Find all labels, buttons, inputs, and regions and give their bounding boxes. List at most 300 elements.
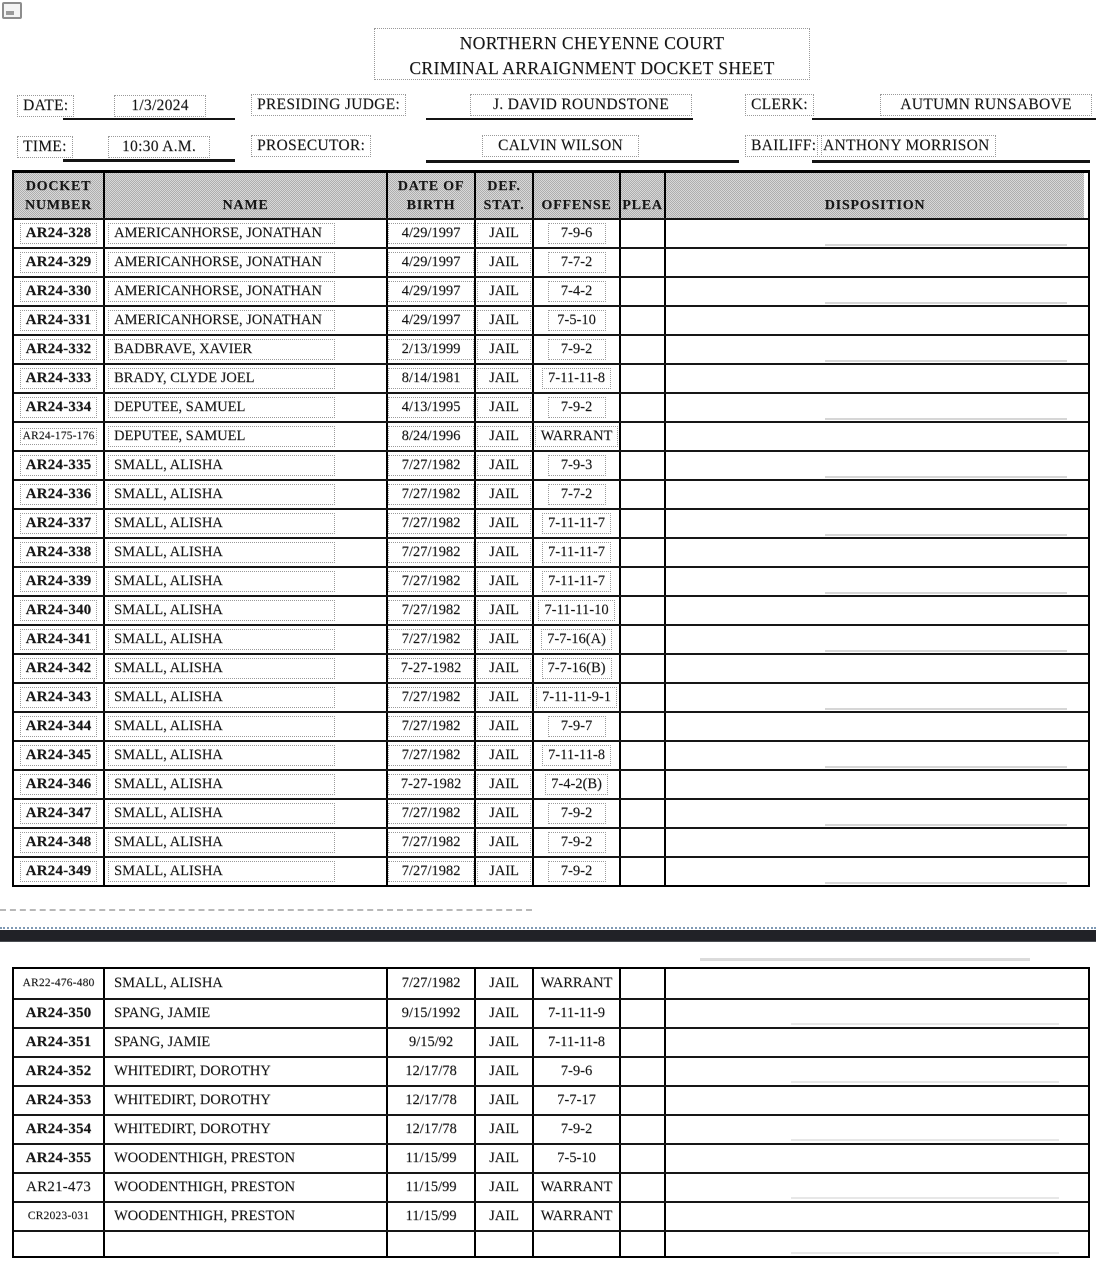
docket-text: AR24-331 bbox=[20, 310, 98, 332]
dob-text: 11/15/99 bbox=[405, 1208, 457, 1225]
disposition-cell bbox=[666, 249, 1084, 276]
disposition-cell bbox=[666, 1145, 1084, 1172]
docket-cell bbox=[14, 1029, 105, 1056]
table-row bbox=[14, 334, 1088, 363]
docket-cell bbox=[14, 684, 105, 711]
name-text: SMALL, ALISHA bbox=[108, 832, 335, 853]
name-text: SMALL, ALISHA bbox=[108, 484, 335, 505]
dob-cell bbox=[388, 394, 476, 421]
stat-text: JAIL bbox=[477, 397, 531, 418]
name-text: WHITEDIRT, DOROTHY bbox=[114, 1063, 271, 1080]
offense-cell bbox=[534, 1087, 621, 1114]
stat-text: JAIL bbox=[477, 252, 531, 273]
stat-cell bbox=[476, 684, 534, 711]
offense-text: 7-7-16(A) bbox=[541, 629, 612, 650]
docket-cell bbox=[14, 1145, 105, 1172]
offense-cell bbox=[534, 539, 621, 566]
column-header-text: DISPOSITION bbox=[824, 198, 926, 213]
table-row bbox=[14, 798, 1088, 827]
name-cell bbox=[105, 1203, 388, 1230]
plea-cell bbox=[621, 771, 666, 798]
docket-cell bbox=[14, 969, 105, 998]
docket-text: AR24-340 bbox=[20, 600, 98, 622]
offense-cell bbox=[534, 481, 621, 508]
offense-cell bbox=[534, 597, 621, 624]
plea-cell bbox=[621, 1000, 666, 1027]
prosecutor-label: PROSECUTOR: bbox=[251, 135, 371, 157]
offense-text: 7-9-2 bbox=[548, 339, 606, 360]
docket-text: AR24-343 bbox=[20, 687, 98, 709]
table-row bbox=[14, 392, 1088, 421]
offense-text: 7-9-2 bbox=[548, 832, 606, 853]
name-cell bbox=[105, 597, 388, 624]
docket-text: AR24-347 bbox=[20, 803, 98, 825]
dob-text: 12/17/78 bbox=[405, 1121, 457, 1138]
stat-cell bbox=[476, 336, 534, 363]
offense-cell bbox=[534, 858, 621, 885]
offense-text: 7-5-10 bbox=[548, 310, 606, 331]
dob-cell bbox=[388, 539, 476, 566]
stat-text: JAIL bbox=[489, 1005, 519, 1022]
name-text: SMALL, ALISHA bbox=[108, 687, 335, 708]
name-cell bbox=[105, 742, 388, 769]
docket-text: AR24-353 bbox=[25, 1091, 92, 1108]
dob-cell bbox=[388, 829, 476, 856]
dob-text: 9/15/1992 bbox=[401, 1005, 461, 1022]
docket-text: AR24-341 bbox=[20, 629, 98, 651]
plea-cell bbox=[621, 800, 666, 827]
dob-cell bbox=[388, 771, 476, 798]
table-body-page1 bbox=[14, 218, 1088, 885]
name-text: BADBRAVE, XAVIER bbox=[108, 339, 335, 360]
table-row bbox=[14, 218, 1088, 247]
column-header-stat bbox=[476, 173, 534, 218]
name-text: SPANG, JAMIE bbox=[114, 1034, 211, 1051]
offense-cell bbox=[534, 510, 621, 537]
dob-text: 7/27/1982 bbox=[388, 803, 474, 824]
stat-text: JAIL bbox=[477, 455, 531, 476]
clerk-label: CLERK: bbox=[745, 94, 814, 116]
disposition-cell bbox=[666, 684, 1084, 711]
column-header-offense bbox=[534, 173, 621, 218]
stat-text: JAIL bbox=[477, 832, 531, 853]
dob-cell bbox=[388, 452, 476, 479]
table-row bbox=[14, 1085, 1088, 1114]
stat-text: JAIL bbox=[489, 1150, 519, 1167]
dob-cell bbox=[388, 858, 476, 885]
name-cell bbox=[105, 394, 388, 421]
disposition-cell bbox=[666, 1232, 1084, 1256]
docket-cell bbox=[14, 1087, 105, 1114]
stat-cell bbox=[476, 1116, 534, 1143]
clerk-value: AUTUMN RUNSABOVE bbox=[880, 94, 1092, 116]
plea-cell bbox=[621, 1058, 666, 1085]
stat-cell bbox=[476, 969, 534, 998]
disposition-cell bbox=[666, 278, 1084, 305]
table-row bbox=[14, 508, 1088, 537]
name-text: SPANG, JAMIE bbox=[114, 1005, 211, 1022]
dob-text: 7/27/1982 bbox=[401, 975, 461, 992]
plea-cell bbox=[621, 626, 666, 653]
docket-text: AR24-355 bbox=[25, 1149, 92, 1166]
plea-cell bbox=[621, 1087, 666, 1114]
name-text: SMALL, ALISHA bbox=[108, 803, 335, 824]
docket-cell bbox=[14, 278, 105, 305]
offense-cell bbox=[534, 249, 621, 276]
bailiff-underline bbox=[812, 160, 1090, 163]
plea-cell bbox=[621, 684, 666, 711]
column-header-text: DOCKET bbox=[25, 179, 92, 194]
docket-text: AR24-339 bbox=[20, 571, 98, 593]
name-cell bbox=[105, 1232, 388, 1256]
table-row bbox=[14, 566, 1088, 595]
docket-text: AR21-473 bbox=[26, 1178, 91, 1195]
stat-text: JAIL bbox=[477, 861, 531, 882]
offense-cell bbox=[534, 742, 621, 769]
dob-cell bbox=[388, 1058, 476, 1085]
offense-cell bbox=[534, 1029, 621, 1056]
name-cell bbox=[105, 365, 388, 392]
offense-cell bbox=[534, 829, 621, 856]
disposition-cell bbox=[666, 1174, 1084, 1201]
name-text: SMALL, ALISHA bbox=[108, 542, 335, 563]
plea-cell bbox=[621, 568, 666, 595]
docket-cell bbox=[14, 1000, 105, 1027]
clerk-underline bbox=[812, 118, 1096, 120]
name-cell bbox=[105, 278, 388, 305]
offense-text: 7-7-16(B) bbox=[542, 658, 612, 679]
name-cell bbox=[105, 655, 388, 682]
table-row bbox=[14, 595, 1088, 624]
name-cell bbox=[105, 423, 388, 450]
dob-text: 7/27/1982 bbox=[388, 629, 474, 650]
docket-text: AR24-348 bbox=[20, 832, 98, 854]
stat-text: JAIL bbox=[477, 774, 531, 795]
dob-cell bbox=[388, 336, 476, 363]
dob-text: 7/27/1982 bbox=[388, 455, 474, 476]
column-header-text: DEF. bbox=[487, 179, 521, 194]
name-cell bbox=[105, 1058, 388, 1085]
name-text: WHITEDIRT, DOROTHY bbox=[114, 1121, 271, 1138]
dob-cell bbox=[388, 800, 476, 827]
table-row bbox=[14, 421, 1088, 450]
dob-text: 7/27/1982 bbox=[388, 571, 474, 592]
name-cell bbox=[105, 1029, 388, 1056]
dob-text: 7/27/1982 bbox=[388, 513, 474, 534]
name-text: SMALL, ALISHA bbox=[108, 513, 335, 534]
stat-cell bbox=[476, 597, 534, 624]
offense-text: 7-4-2 bbox=[548, 281, 606, 302]
name-text: AMERICANHORSE, JONATHAN bbox=[108, 223, 335, 244]
name-text: AMERICANHORSE, JONATHAN bbox=[108, 310, 335, 331]
dob-text: 4/29/1997 bbox=[388, 223, 474, 244]
dob-cell bbox=[388, 278, 476, 305]
plea-cell bbox=[621, 278, 666, 305]
docket-cell bbox=[14, 713, 105, 740]
column-header-text: DATE OF bbox=[397, 179, 465, 194]
docket-cell bbox=[14, 510, 105, 537]
name-text: SMALL, ALISHA bbox=[108, 629, 335, 650]
stat-cell bbox=[476, 481, 534, 508]
docket-table-page2 bbox=[12, 967, 1090, 1258]
plea-cell bbox=[621, 858, 666, 885]
title-line-2: CRIMINAL ARRAIGNMENT DOCKET SHEET bbox=[409, 58, 775, 78]
dob-cell bbox=[388, 1000, 476, 1027]
time-label: TIME: bbox=[17, 136, 73, 158]
name-text: SMALL, ALISHA bbox=[108, 571, 335, 592]
docket-cell bbox=[14, 394, 105, 421]
dob-text: 8/24/1996 bbox=[388, 426, 474, 447]
docket-cell bbox=[14, 307, 105, 334]
date-underline bbox=[63, 118, 235, 120]
column-header-dob bbox=[388, 173, 476, 218]
stat-text: JAIL bbox=[477, 310, 531, 331]
table-row bbox=[14, 1114, 1088, 1143]
offense-text: 7-9-2 bbox=[548, 803, 606, 824]
stat-text: JAIL bbox=[477, 542, 531, 563]
disposition-cell bbox=[666, 713, 1084, 740]
docket-cell bbox=[14, 1203, 105, 1230]
stat-text: JAIL bbox=[477, 629, 531, 650]
docket-text: AR24-329 bbox=[20, 252, 98, 274]
dob-text: 2/13/1999 bbox=[388, 339, 474, 360]
docket-cell bbox=[14, 800, 105, 827]
stat-cell bbox=[476, 742, 534, 769]
stat-cell bbox=[476, 423, 534, 450]
dob-cell bbox=[388, 1203, 476, 1230]
stat-text: JAIL bbox=[477, 745, 531, 766]
table-row bbox=[14, 1172, 1088, 1201]
disposition-cell bbox=[666, 394, 1084, 421]
name-text: AMERICANHORSE, JONATHAN bbox=[108, 281, 335, 302]
docket-cell bbox=[14, 1174, 105, 1201]
stat-cell bbox=[476, 771, 534, 798]
name-cell bbox=[105, 568, 388, 595]
table-row bbox=[14, 969, 1088, 998]
name-cell bbox=[105, 220, 388, 247]
table-row bbox=[14, 827, 1088, 856]
table-row bbox=[14, 624, 1088, 653]
docket-cell bbox=[14, 481, 105, 508]
stat-text: JAIL bbox=[477, 513, 531, 534]
dob-text: 7/27/1982 bbox=[388, 716, 474, 737]
docket-cell bbox=[14, 220, 105, 247]
stat-text: JAIL bbox=[477, 339, 531, 360]
dob-cell bbox=[388, 626, 476, 653]
name-cell bbox=[105, 539, 388, 566]
stat-text: JAIL bbox=[477, 687, 531, 708]
offense-text: 7-9-7 bbox=[548, 716, 606, 737]
name-text: SMALL, ALISHA bbox=[108, 658, 335, 679]
offense-text: 7-9-6 bbox=[548, 223, 606, 244]
stat-cell bbox=[476, 568, 534, 595]
date-label: DATE: bbox=[17, 95, 74, 117]
table-row bbox=[14, 682, 1088, 711]
dob-cell bbox=[388, 568, 476, 595]
plea-cell bbox=[621, 1029, 666, 1056]
dob-cell bbox=[388, 1116, 476, 1143]
docket-text: AR24-349 bbox=[20, 861, 98, 883]
docket-text: AR24-345 bbox=[20, 745, 98, 767]
docket-text: AR24-338 bbox=[20, 542, 98, 564]
table-body-page2 bbox=[14, 969, 1088, 1256]
docket-cell bbox=[14, 1058, 105, 1085]
name-text: DEPUTEE, SAMUEL bbox=[108, 397, 335, 418]
dob-text: 7-27-1982 bbox=[388, 774, 474, 795]
name-text: DEPUTEE, SAMUEL bbox=[108, 426, 335, 447]
stat-cell bbox=[476, 394, 534, 421]
offense-text: 7-11-11-8 bbox=[548, 1034, 605, 1051]
stat-text: JAIL bbox=[477, 600, 531, 621]
table-header-row bbox=[14, 173, 1088, 218]
disposition-cell bbox=[666, 858, 1084, 885]
table-row bbox=[14, 1143, 1088, 1172]
presiding-judge-label: PRESIDING JUDGE: bbox=[251, 94, 406, 116]
plea-cell bbox=[621, 1116, 666, 1143]
docket-text: AR24-332 bbox=[20, 339, 98, 361]
name-text: SMALL, ALISHA bbox=[108, 600, 335, 621]
name-cell bbox=[105, 481, 388, 508]
name-text: SMALL, ALISHA bbox=[108, 774, 335, 795]
offense-text: 7-9-2 bbox=[560, 1121, 593, 1138]
disposition-cell bbox=[666, 1058, 1084, 1085]
title-line-1: NORTHERN CHEYENNE COURT bbox=[459, 33, 725, 53]
offense-cell bbox=[534, 1116, 621, 1143]
stat-text: JAIL bbox=[477, 716, 531, 737]
name-cell bbox=[105, 684, 388, 711]
docket-text: AR24-352 bbox=[25, 1062, 92, 1079]
offense-cell bbox=[534, 1174, 621, 1201]
name-text: WOODENTHIGH, PRESTON bbox=[114, 1208, 295, 1225]
dob-text: 12/17/78 bbox=[405, 1092, 457, 1109]
plea-cell bbox=[621, 336, 666, 363]
dob-cell bbox=[388, 742, 476, 769]
disposition-cell bbox=[666, 1203, 1084, 1230]
name-cell bbox=[105, 858, 388, 885]
disposition-cell bbox=[666, 481, 1084, 508]
column-header-text: BIRTH bbox=[406, 198, 456, 213]
disposition-cell bbox=[666, 307, 1084, 334]
name-cell bbox=[105, 1116, 388, 1143]
plea-cell bbox=[621, 481, 666, 508]
stat-text: JAIL bbox=[477, 368, 531, 389]
dob-cell bbox=[388, 220, 476, 247]
disposition-cell bbox=[666, 626, 1084, 653]
docket-text: AR24-342 bbox=[20, 658, 98, 680]
plea-cell bbox=[621, 597, 666, 624]
dob-text: 11/15/99 bbox=[405, 1150, 457, 1167]
dob-cell bbox=[388, 1145, 476, 1172]
stat-cell bbox=[476, 510, 534, 537]
plea-cell bbox=[621, 1145, 666, 1172]
image-placeholder-icon bbox=[2, 2, 22, 19]
docket-text: AR24-351 bbox=[25, 1033, 92, 1050]
stat-cell bbox=[476, 1203, 534, 1230]
offense-cell bbox=[534, 336, 621, 363]
offense-cell bbox=[534, 220, 621, 247]
column-header-text: STAT. bbox=[483, 198, 525, 213]
name-text: SMALL, ALISHA bbox=[108, 716, 335, 737]
plea-cell bbox=[621, 423, 666, 450]
stat-text: JAIL bbox=[489, 1034, 519, 1051]
stat-cell bbox=[476, 220, 534, 247]
stat-text: JAIL bbox=[477, 658, 531, 679]
docket-cell bbox=[14, 829, 105, 856]
offense-cell bbox=[534, 1203, 621, 1230]
disposition-cell bbox=[666, 452, 1084, 479]
dob-cell bbox=[388, 1029, 476, 1056]
disposition-cell bbox=[666, 1000, 1084, 1027]
plea-cell bbox=[621, 365, 666, 392]
dob-cell bbox=[388, 1174, 476, 1201]
table-row bbox=[14, 276, 1088, 305]
offense-cell bbox=[534, 452, 621, 479]
column-header-text: OFFENSE bbox=[541, 198, 612, 213]
offense-text: WARRANT bbox=[540, 1208, 613, 1225]
offense-cell bbox=[534, 713, 621, 740]
offense-text: 7-7-17 bbox=[557, 1092, 596, 1109]
offense-cell bbox=[534, 655, 621, 682]
offense-cell bbox=[534, 626, 621, 653]
dob-cell bbox=[388, 481, 476, 508]
offense-text: 7-5-10 bbox=[557, 1150, 596, 1167]
name-cell bbox=[105, 452, 388, 479]
table-row bbox=[14, 1201, 1088, 1230]
disposition-cell bbox=[666, 423, 1084, 450]
stat-cell bbox=[476, 655, 534, 682]
docket-cell bbox=[14, 771, 105, 798]
docket-cell bbox=[14, 568, 105, 595]
name-cell bbox=[105, 771, 388, 798]
offense-text: 7-11-11-7 bbox=[542, 542, 611, 563]
stat-cell bbox=[476, 307, 534, 334]
offense-cell bbox=[534, 1000, 621, 1027]
plea-cell bbox=[621, 1232, 666, 1256]
bailiff-label: BAILIFF: bbox=[745, 135, 822, 157]
stat-text: JAIL bbox=[477, 571, 531, 592]
stat-cell bbox=[476, 452, 534, 479]
offense-text: 7-4-2(B) bbox=[545, 774, 608, 795]
name-text: SMALL, ALISHA bbox=[108, 455, 335, 476]
prosecutor-underline bbox=[426, 160, 739, 163]
docket-text: AR24-328 bbox=[20, 223, 98, 245]
dob-cell bbox=[388, 684, 476, 711]
stat-text: JAIL bbox=[477, 484, 531, 505]
disposition-cell bbox=[666, 597, 1084, 624]
name-text: SMALL, ALISHA bbox=[114, 975, 223, 992]
docket-text: AR24-350 bbox=[25, 1004, 92, 1021]
column-header-plea bbox=[621, 173, 666, 218]
dob-text: 7/27/1982 bbox=[388, 484, 474, 505]
docket-text: AR24-333 bbox=[20, 368, 98, 390]
dob-cell bbox=[388, 1087, 476, 1114]
disposition-cell bbox=[666, 1029, 1084, 1056]
name-text: BRADY, CLYDE JOEL bbox=[108, 368, 335, 389]
docket-text: AR22-476-480 bbox=[22, 977, 95, 990]
dob-cell bbox=[388, 510, 476, 537]
time-value: 10:30 A.M. bbox=[108, 136, 210, 158]
docket-cell bbox=[14, 365, 105, 392]
plea-cell bbox=[621, 713, 666, 740]
stat-cell bbox=[476, 249, 534, 276]
offense-text: 7-9-2 bbox=[548, 397, 606, 418]
docket-cell bbox=[14, 597, 105, 624]
stat-cell bbox=[476, 1029, 534, 1056]
presiding-judge-value: J. DAVID ROUNDSTONE bbox=[470, 94, 692, 116]
name-text: SMALL, ALISHA bbox=[108, 861, 335, 882]
dob-text: 7/27/1982 bbox=[388, 600, 474, 621]
stat-cell bbox=[476, 1000, 534, 1027]
